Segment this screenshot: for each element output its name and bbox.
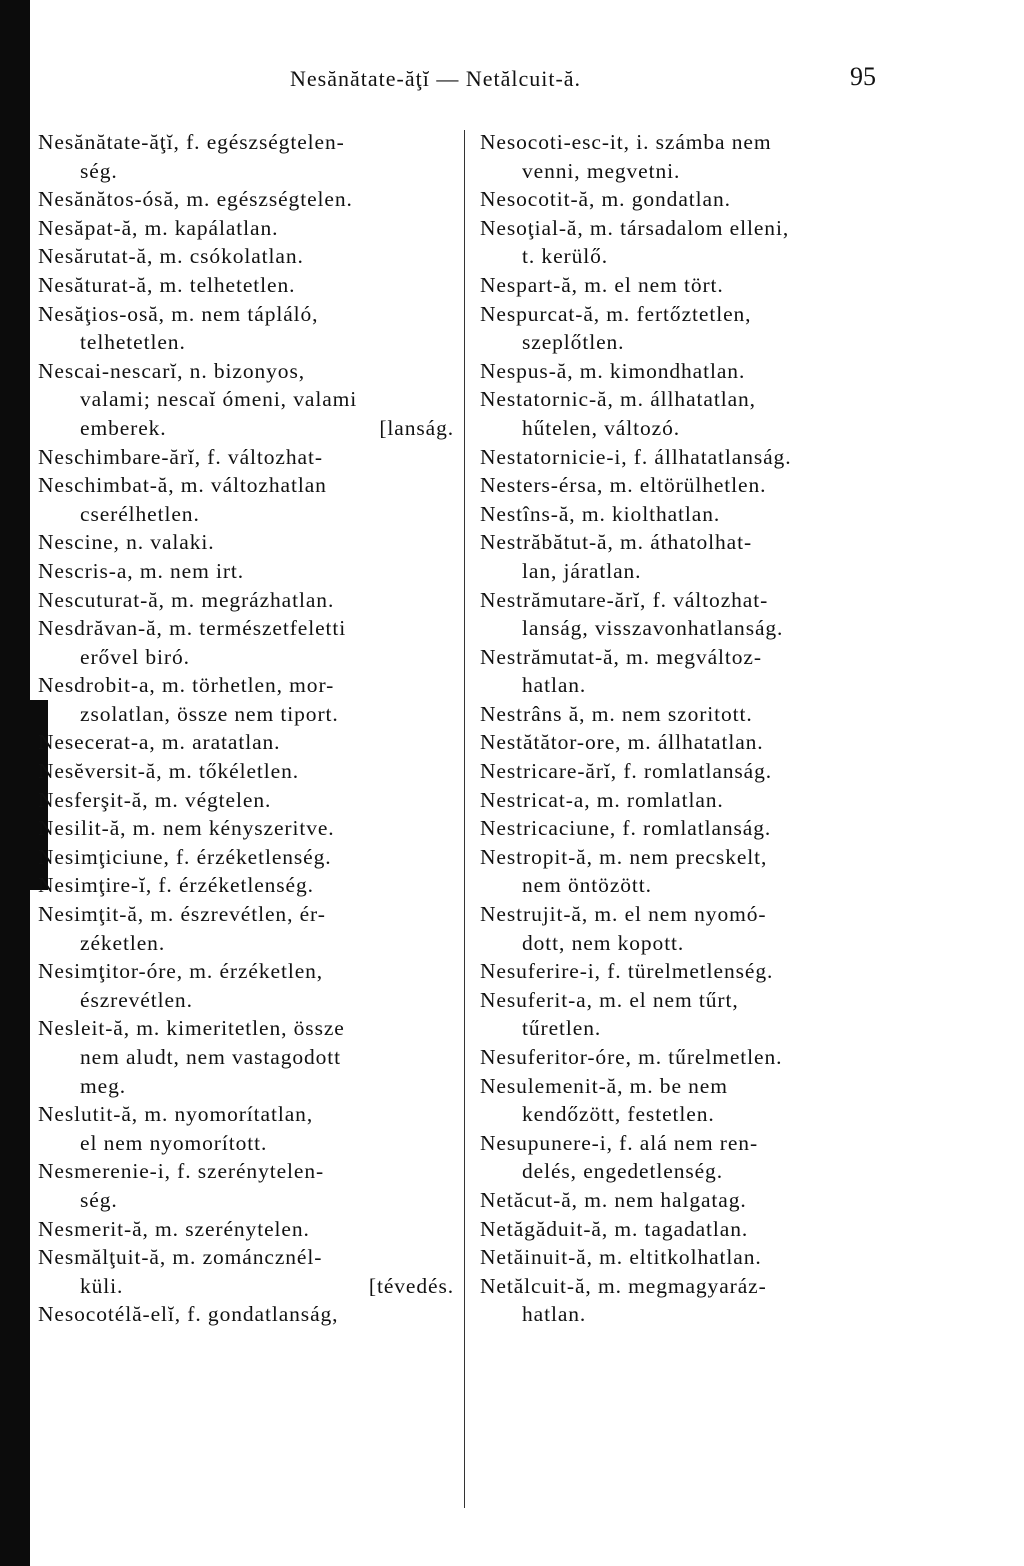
entry-continuation-line: delés, engedetlenség. [522,1159,723,1184]
entry-headword-line: Nesimţitor-óre, m. érzéketlen, [38,959,324,984]
entry-headword-line: Nesupunere-i, f. alá nem ren- [480,1130,759,1155]
carryover-text: [lanság. [379,415,454,440]
entry-headword-line: Netălcuit-ă, m. megmagyaráz- [480,1273,767,1298]
entry-continuation-line: ség. [80,158,118,183]
entry-headword-line: Nesimţiciune, f. érzéketlenség. [38,844,332,869]
entry-headword-line: Nestrăbătut-ă, m. áthatolhat- [480,530,753,555]
entry-headword-line: Neschimbat-ă, m. változhatlan [38,473,327,498]
entry-headword-line: Nesocotélă-elĭ, f. gondatlanság, [38,1302,339,1327]
entry-headword-line: Nesleit-ă, m. kimeritetlen, össze [38,1016,345,1041]
entry-headword-line: Nescine, n. valaki. [38,530,215,555]
left-column [38,128,454,1329]
entry-headword-line: Netăgăduit-ă, m. tagadatlan. [480,1216,749,1241]
entry-headword-line: Nesăpat-ă, m. kapálatlan. [38,215,279,240]
entry-continuation-line: cserélhetlen. [80,501,200,526]
entry-continuation-line: lan, járatlan. [522,558,642,583]
entry-continuation-line: venni, megvetni. [522,158,681,183]
entry-headword-line: Nesimţit-ă, m. észrevétlen, ér- [38,902,326,927]
entry-headword-line: Neschimbare-ărĭ, f. változhat- [38,444,323,469]
entry-headword-line: Nestatornicie-i, f. állhatatlanság. [480,444,792,469]
entry-continuation-line: hatlan. [522,673,587,698]
entry-headword-line: Nestrămutat-ă, m. megváltoz- [480,644,762,669]
entry-headword-line: Neslutit-ă, m. nyomorítatlan, [38,1102,314,1127]
entry-headword-line: Nesulemenit-ă, m. be nem [480,1073,728,1098]
entry-headword-line: Nestropit-ă, m. nem precskelt, [480,844,768,869]
entry-headword-line: Nestrămutare-ărĭ, f. változhat- [480,587,769,612]
entry-headword-line: Nescai-nescarĭ, n. bizonyos, [38,358,305,383]
entry-continuation-line: zéketlen. [80,930,166,955]
entry-continuation-line: hatlan. [522,1302,587,1327]
entry-headword-line: Nesmerit-ă, m. szerénytelen. [38,1216,310,1241]
entry-headword-line: Nesuferitor-óre, m. tűrelmetlen. [480,1045,783,1069]
entry-continuation-line: ség. [80,1187,118,1212]
entry-headword-line: Nesters-érsa, m. eltörülhetlen. [480,473,767,498]
entry-continuation-line: el nem nyomorított. [80,1130,268,1155]
entry-text: emberek. [80,415,167,440]
entry-headword-line: Nesocoti-esc-it, i. számba nem [480,130,772,154]
entry-continuation-line: dott, nem kopott. [522,930,685,955]
entry-headword-line: Nesocotit-ă, m. gondatlan. [480,187,731,212]
entry-headword-line: Nestrujit-ă, m. el nem nyomó- [480,902,767,927]
entry-continuation-line: meg. [80,1073,126,1098]
entry-headword-line: Nesărutat-ă, m. csókolatlan. [38,244,304,269]
entry-headword-line: Nestrâns ă, m. nem szoritott. [480,701,753,726]
carryover-text: [tévedés. [368,1273,454,1298]
entry-continuation-line: erővel biró. [80,644,190,669]
entry-headword-line: Nesdrobit-a, m. törhetlen, mor- [38,673,335,698]
entry-continuation-line: valami; nescaĭ ómeni, valami [80,387,358,412]
entry-headword-line: Nesilit-ă, m. nem kényszeritve. [38,816,335,841]
entry-headword-line: Nesĕversit-ă, m. tőkéletlen. [38,759,300,784]
entry-headword-line: Nestricaciune, f. romlatlanság. [480,816,772,841]
entry-headword-line: Nesdrăvan-ă, m. természetfeletti [38,616,347,641]
entry-headword-line: Nestricare-ărĭ, f. romlatlanság. [480,759,773,784]
entry-continuation-line: zsolatlan, össze nem tiport. [80,701,339,726]
entry-line-split [38,414,454,443]
entry-headword-line: Nesferşit-ă, m. végtelen. [38,787,272,812]
entry-headword-line: Nesecerat-a, m. aratatlan. [38,730,281,755]
entry-continuation-line: tűretlen. [522,1016,602,1041]
entry-headword-line: Nestîns-ă, m. kiolthatlan. [480,501,721,526]
entry-text: küli. [80,1273,124,1298]
entry-headword-line: Nesimţire-ĭ, f. érzéketlenség. [38,873,314,898]
entry-headword-line: Nesuferire-i, f. türelmetlenség. [480,959,774,984]
page-number: 95 [850,62,876,91]
entry-headword-line: Nespart-ă, m. el nem tört. [480,272,724,297]
entry-continuation-line: kendőzött, festetlen. [522,1102,715,1127]
page-header [0,62,1024,102]
entry-headword-line: Nesoţial-ă, m. társadalom elleni, [480,215,790,240]
entry-headword-line: Nesuferit-a, m. el nem tűrt, [480,987,739,1012]
running-head: Nesănătate-ăţĭ — Netălcuit-ă. [290,66,582,91]
entry-continuation-line: lanság, visszavonhatlanság. [522,616,784,641]
entry-continuation-line: észrevétlen. [80,987,193,1012]
entry-headword-line: Nesmălţuit-ă, m. zománcznél- [38,1245,323,1270]
entry-continuation-line: nem aludt, nem vastagodott [80,1045,342,1069]
entry-headword-line: Nespus-ă, m. kimondhatlan. [480,358,746,383]
column-divider [464,130,465,1508]
entry-headword-line: Nesăţios-osă, m. nem tápláló, [38,301,319,326]
entry-continuation-line: hűtelen, változó. [522,415,680,440]
entry-headword-line: Nesănătos-ósă, m. egészségtelen. [38,187,353,212]
entry-headword-line: Nestricat-a, m. romlatlan. [480,787,724,812]
entry-headword-line: Netăcut-ă, m. nem halgatag. [480,1187,747,1212]
entry-continuation-line: telhetetlen. [80,330,186,355]
entry-headword-line: Nescris-a, m. nem irt. [38,558,245,583]
entry-continuation-line: t. kerülő. [522,244,609,269]
entry-headword-line: Nescuturat-ă, m. megrázhatlan. [38,587,335,612]
entry-headword-line: Nestatornic-ă, m. állhatatlan, [480,387,756,412]
entry-headword-line: Nesmerenie-i, f. szerénytelen- [38,1159,325,1184]
entry-headword-line: Nesănătate-ăţĭ, f. egészségtelen- [38,130,345,154]
entry-headword-line: Nestătător-ore, m. állhatatlan. [480,730,764,755]
entry-headword-line: Nespurcat-ă, m. fertőztetlen, [480,301,752,326]
entry-line-split [38,1272,454,1301]
entry-continuation-line: nem öntözött. [522,873,652,898]
entry-continuation-line: szeplőtlen. [522,330,625,355]
entry-headword-line: Netăinuit-ă, m. eltitkolhatlan. [480,1245,762,1270]
entry-headword-line: Nesăturat-ă, m. telhetetlen. [38,272,296,297]
right-column [480,128,910,1329]
